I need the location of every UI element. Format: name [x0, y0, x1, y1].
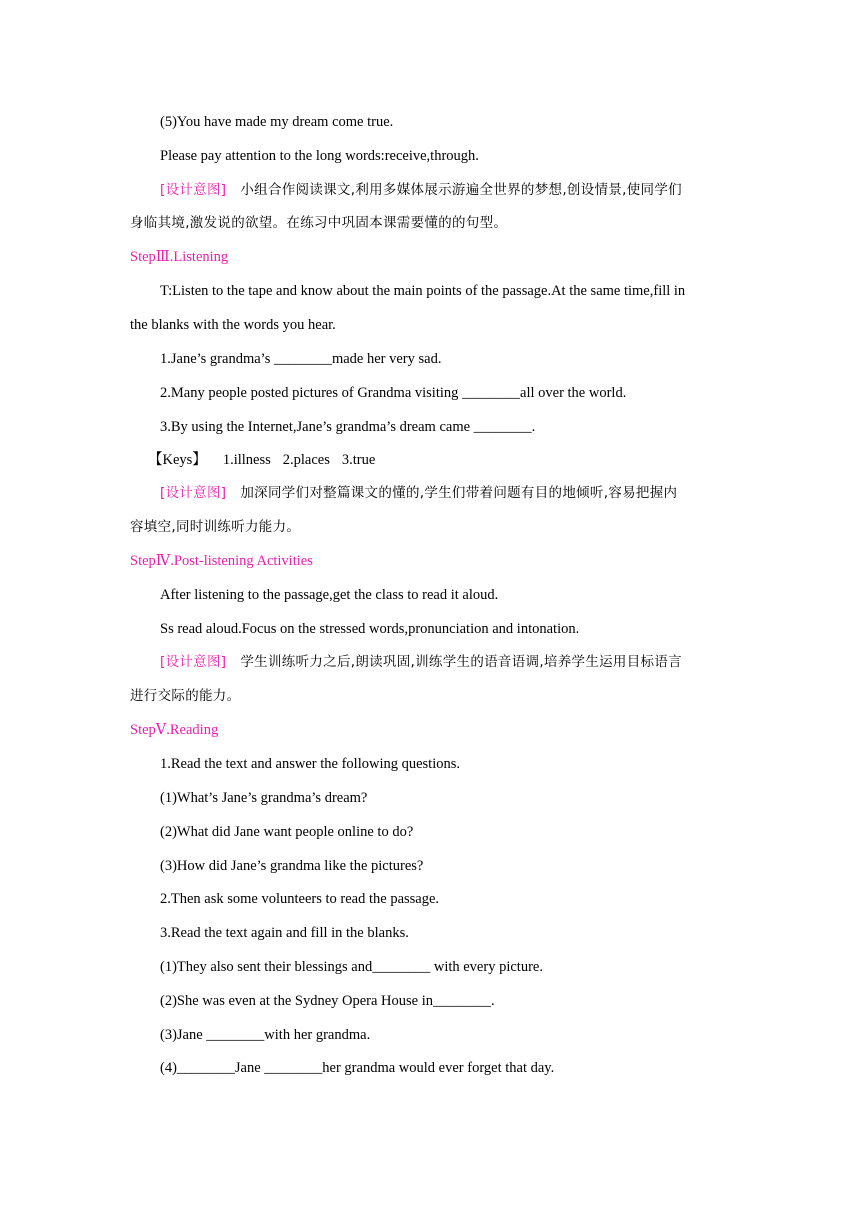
fill-blank-2: (2)She was even at the Sydney Opera House in________. [160, 993, 495, 1009]
listening-instruction-cont: the blanks with the words you hear. [130, 317, 336, 333]
reading-task-1: 1.Read the text and answer the following questions. [160, 756, 461, 772]
blank-question-3: 3.By using the Internet,Jane’s grandma’s dream came ________. [160, 419, 536, 435]
step-3-heading: StepⅢ.Listening [130, 249, 229, 265]
long-words-note: Please pay attention to the long words:receive,through. [160, 148, 479, 164]
reading-task-3: 3.Read the text again and fill in the blanks. [160, 925, 409, 941]
fill-blank-3: (3)Jane ________with her grandma. [160, 1027, 371, 1043]
fill-blank-4: (4)________Jane ________her grandma would ever forget that day. [160, 1060, 555, 1076]
blank-question-1: 1.Jane’s grandma’s ________made her very sad. [160, 351, 442, 367]
design-intent-2 [160, 483, 677, 503]
design-intent-tag: [设计意图] [160, 485, 227, 501]
fill-blank-1: (1)They also sent their blessings and________ with every picture. [160, 959, 543, 975]
key-2: 2.places [282, 452, 330, 468]
step-4-heading: StepⅣ.Post-listening Activities [130, 553, 313, 569]
reading-question-3: (3)How did Jane’s grandma like the pictures? [160, 858, 424, 874]
design-intent-3-cont: 进行交际的能力。 [130, 688, 241, 704]
design-intent-1 [160, 180, 682, 200]
key-3: 3.true [341, 452, 376, 468]
keys-label: 【Keys】 [148, 452, 207, 468]
design-intent-tag: [设计意图] [160, 654, 227, 670]
design-intent-tag: [设计意图] [160, 182, 227, 198]
reading-question-1: (1)What’s Jane’s grandma’s dream? [160, 790, 368, 806]
post-listening-2: Ss read aloud.Focus on the stressed words,pronunciation and intonation. [160, 621, 580, 637]
blank-question-2: 2.Many people posted pictures of Grandma visiting ________all over the world. [160, 385, 627, 401]
reading-task-2: 2.Then ask some volunteers to read the passage. [160, 891, 440, 907]
reading-question-2: (2)What did Jane want people online to do? [160, 824, 414, 840]
listening-instruction: T:Listen to the tape and know about the main points of the passage.At the same time,fill in [160, 283, 686, 299]
step-5-heading: StepⅤ.Reading [130, 722, 219, 738]
post-listening-1: After listening to the passage,get the class to read it aloud. [160, 587, 499, 603]
answer-keys [148, 450, 375, 470]
design-intent-text: 小组合作阅读课文,利用多媒体展示游遍全世界的梦想,创设情景,使同学们 [240, 182, 682, 198]
design-intent-2-cont: 容填空,同时训练听力能力。 [130, 519, 301, 535]
design-intent-3 [160, 652, 682, 672]
key-1: 1.illness [222, 452, 271, 468]
design-intent-text: 学生训练听力之后,朗读巩固,训练学生的语音语调,培养学生运用目标语言 [240, 654, 682, 670]
design-intent-1-cont: 身临其境,激发说的欲望。在练习中巩固本课需要懂的的句型。 [130, 215, 508, 231]
design-intent-text: 加深同学们对整篇课文的懂的,学生们带着问题有目的地倾听,容易把握内 [240, 485, 678, 501]
dream-sentence-5: (5)You have made my dream come true. [160, 114, 394, 130]
